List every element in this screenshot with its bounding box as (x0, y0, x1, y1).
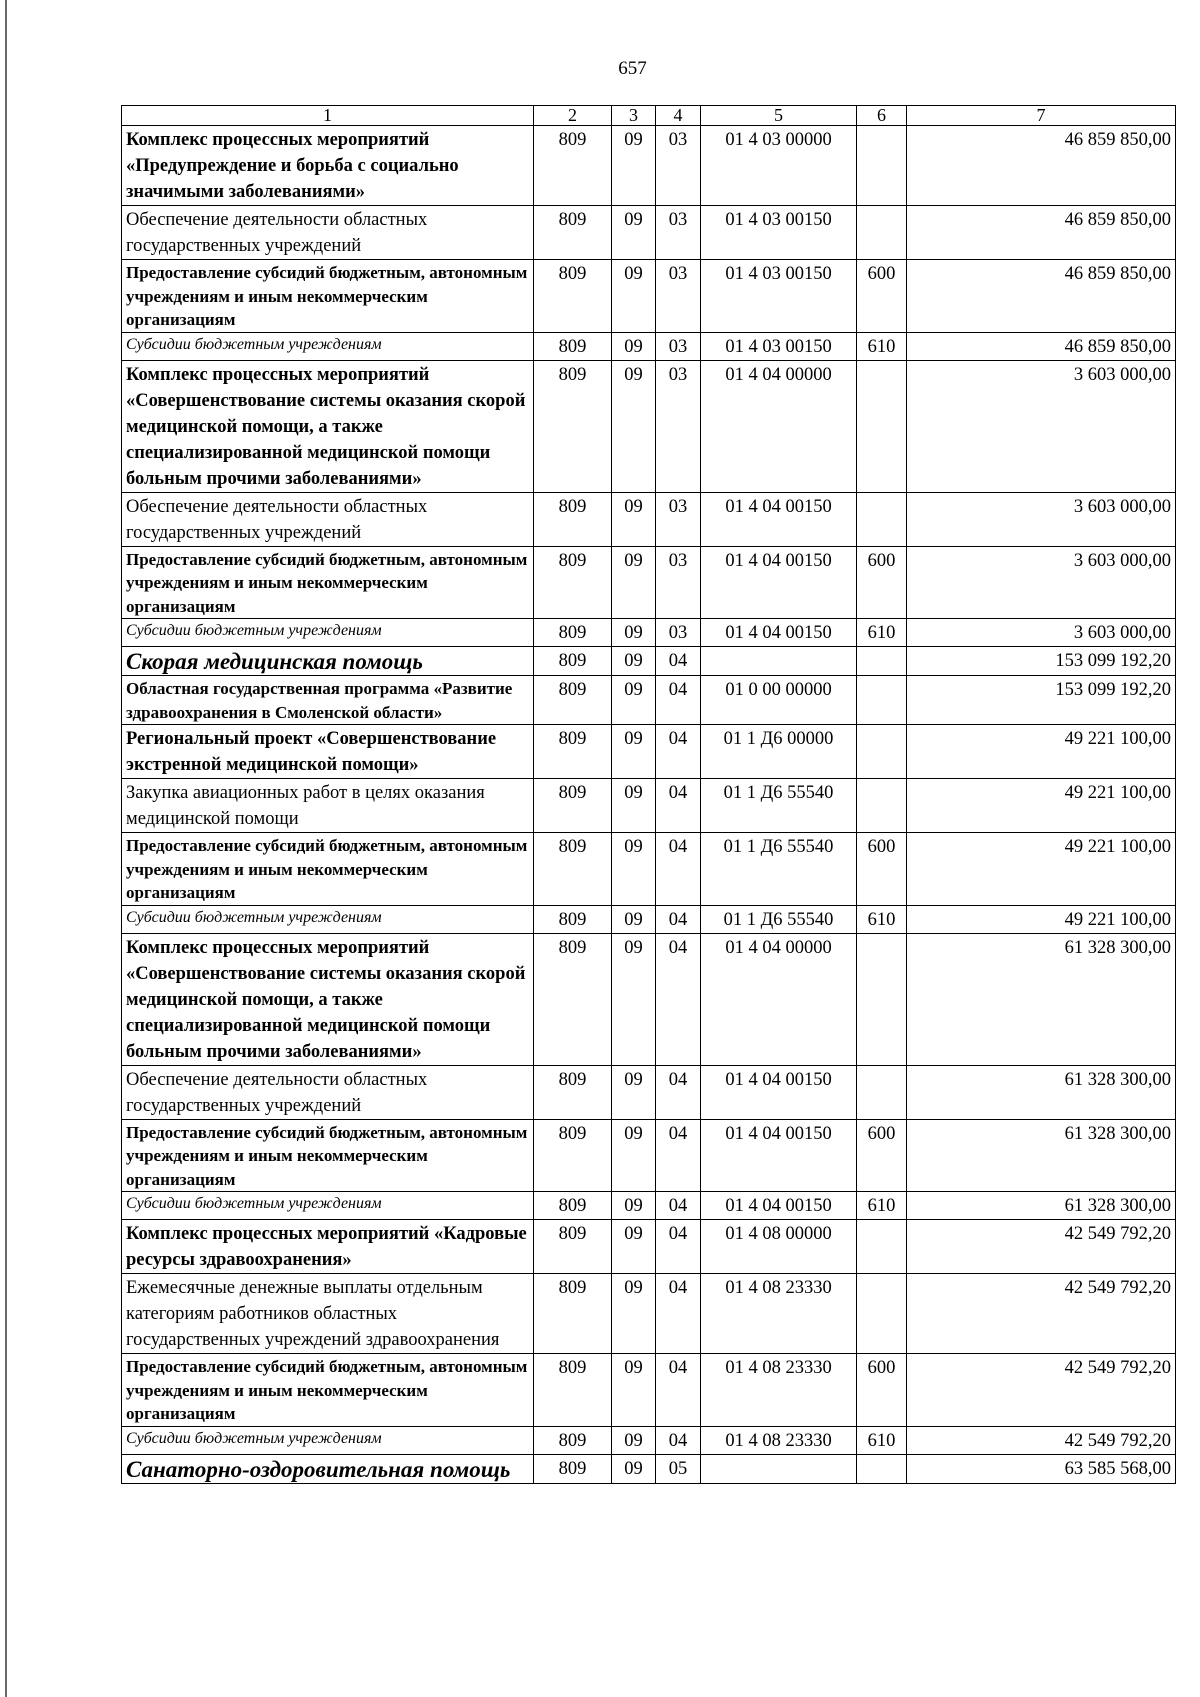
code-2-cell: 809 (534, 126, 612, 206)
amount-cell: 49 221 100,00 (907, 725, 1176, 779)
code-5-cell: 01 1 Д6 55540 (701, 833, 857, 906)
table-row (122, 492, 1176, 546)
code-5-cell: 01 4 08 00000 (701, 1220, 857, 1274)
code-5-cell: 01 4 03 00150 (701, 332, 857, 360)
code-2-cell: 809 (534, 779, 612, 833)
code-6-cell: 610 (857, 905, 907, 933)
table-row (122, 647, 1176, 676)
code-4-cell: 04 (656, 1119, 701, 1192)
code-6-cell: 600 (857, 1354, 907, 1427)
code-2-cell: 809 (534, 1274, 612, 1354)
code-3-cell: 09 (612, 833, 656, 906)
amount-cell: 46 859 850,00 (907, 206, 1176, 260)
code-6-cell (857, 647, 907, 676)
code-6-cell (857, 1454, 907, 1483)
code-3-cell: 09 (612, 1220, 656, 1274)
code-6-cell (857, 492, 907, 546)
table-body (122, 106, 1176, 1484)
table-row (122, 933, 1176, 1065)
code-3-cell: 09 (612, 1426, 656, 1454)
amount-cell: 42 549 792,20 (907, 1220, 1176, 1274)
row-name-cell: Субсидии бюджетным учреждениям (122, 905, 534, 933)
table-row (122, 1354, 1176, 1427)
code-5-cell (701, 1454, 857, 1483)
code-2-cell: 809 (534, 1065, 612, 1119)
code-6-cell (857, 360, 907, 492)
row-name-cell: Комплекс процессных мероприятий «Совершенствование системы оказания скорой медицинской помощи, а также специализированной медицинской помощи больным прочими заболеваниями» (122, 360, 534, 492)
code-3-cell: 09 (612, 546, 656, 619)
code-5-cell: 01 4 04 00150 (701, 1119, 857, 1192)
code-4-cell: 04 (656, 1354, 701, 1427)
amount-cell: 153 099 192,20 (907, 647, 1176, 676)
code-2-cell: 809 (534, 933, 612, 1065)
code-4-cell: 04 (656, 905, 701, 933)
code-4-cell: 03 (656, 260, 701, 333)
table-row (122, 1454, 1176, 1483)
code-2-cell: 809 (534, 332, 612, 360)
code-5-cell: 01 4 04 00150 (701, 1192, 857, 1220)
amount-cell: 3 603 000,00 (907, 546, 1176, 619)
code-2-cell: 809 (534, 206, 612, 260)
amount-cell: 46 859 850,00 (907, 332, 1176, 360)
code-6-cell: 600 (857, 546, 907, 619)
table-row (122, 779, 1176, 833)
code-5-cell: 01 4 08 23330 (701, 1354, 857, 1427)
code-2-cell: 809 (534, 1454, 612, 1483)
code-5-cell: 01 4 03 00150 (701, 260, 857, 333)
table-row (122, 206, 1176, 260)
code-6-cell (857, 206, 907, 260)
amount-cell: 63 585 568,00 (907, 1454, 1176, 1483)
amount-cell: 49 221 100,00 (907, 779, 1176, 833)
code-5-cell: 01 4 04 00150 (701, 619, 857, 647)
code-2-cell: 809 (534, 647, 612, 676)
page-number: 657 (618, 58, 647, 79)
table-row (122, 260, 1176, 333)
table-row (122, 1065, 1176, 1119)
budget-table (121, 105, 1176, 1484)
table-row (122, 725, 1176, 779)
row-name-cell: Субсидии бюджетным учреждениям (122, 332, 534, 360)
code-2-cell: 809 (534, 1192, 612, 1220)
row-name-cell: Субсидии бюджетным учреждениям (122, 1426, 534, 1454)
table-row (122, 676, 1176, 725)
code-4-cell: 04 (656, 1274, 701, 1354)
code-4-cell: 04 (656, 1426, 701, 1454)
code-6-cell (857, 1220, 907, 1274)
scan-left-edge (5, 0, 7, 1697)
code-2-cell: 809 (534, 619, 612, 647)
code-4-cell: 03 (656, 546, 701, 619)
code-4-cell: 03 (656, 332, 701, 360)
amount-cell: 46 859 850,00 (907, 126, 1176, 206)
code-2-cell: 809 (534, 360, 612, 492)
code-4-cell: 04 (656, 933, 701, 1065)
code-3-cell: 09 (612, 933, 656, 1065)
table-row (122, 619, 1176, 647)
code-2-cell: 809 (534, 905, 612, 933)
code-6-cell: 600 (857, 833, 907, 906)
code-3-cell: 09 (612, 779, 656, 833)
code-2-cell: 809 (534, 1119, 612, 1192)
code-5-cell: 01 4 08 23330 (701, 1274, 857, 1354)
code-5-cell: 01 4 03 00150 (701, 206, 857, 260)
table-row (122, 1426, 1176, 1454)
code-4-cell: 03 (656, 619, 701, 647)
code-3-cell: 09 (612, 619, 656, 647)
amount-cell: 42 549 792,20 (907, 1426, 1176, 1454)
amount-cell: 42 549 792,20 (907, 1354, 1176, 1427)
amount-cell: 61 328 300,00 (907, 933, 1176, 1065)
header-cell-4: 4 (656, 106, 701, 126)
code-3-cell: 09 (612, 1454, 656, 1483)
table-row (122, 1274, 1176, 1354)
amount-cell: 3 603 000,00 (907, 492, 1176, 546)
code-4-cell: 04 (656, 647, 701, 676)
code-4-cell: 04 (656, 779, 701, 833)
code-4-cell: 05 (656, 1454, 701, 1483)
code-2-cell: 809 (534, 1354, 612, 1427)
code-6-cell (857, 725, 907, 779)
code-2-cell: 809 (534, 546, 612, 619)
row-name-cell: Региональный проект «Совершенствование экстренной медицинской помощи» (122, 725, 534, 779)
header-cell-5: 5 (701, 106, 857, 126)
code-4-cell: 04 (656, 833, 701, 906)
code-5-cell: 01 1 Д6 00000 (701, 725, 857, 779)
code-6-cell: 600 (857, 1119, 907, 1192)
code-6-cell (857, 1274, 907, 1354)
row-name-cell: Обеспечение деятельности областных государственных учреждений (122, 1065, 534, 1119)
row-name-cell: Субсидии бюджетным учреждениям (122, 619, 534, 647)
code-4-cell: 04 (656, 676, 701, 725)
row-name-cell: Предоставление субсидий бюджетным, автономным учреждениям и иным некоммерческим организациям (122, 1119, 534, 1192)
row-name-cell: Закупка авиационных работ в целях оказания медицинской помощи (122, 779, 534, 833)
code-5-cell: 01 4 04 00000 (701, 360, 857, 492)
code-5-cell: 01 4 03 00000 (701, 126, 857, 206)
amount-cell: 49 221 100,00 (907, 905, 1176, 933)
code-3-cell: 09 (612, 332, 656, 360)
header-row (122, 106, 1176, 126)
header-cell-1: 1 (122, 106, 534, 126)
row-name-cell: Предоставление субсидий бюджетным, автономным учреждениям и иным некоммерческим организациям (122, 1354, 534, 1427)
code-2-cell: 809 (534, 676, 612, 725)
code-2-cell: 809 (534, 260, 612, 333)
table-row (122, 1220, 1176, 1274)
amount-cell: 61 328 300,00 (907, 1192, 1176, 1220)
code-5-cell: 01 4 04 00000 (701, 933, 857, 1065)
row-name-cell: Предоставление субсидий бюджетным, автономным учреждениям и иным некоммерческим организациям (122, 833, 534, 906)
code-3-cell: 09 (612, 1119, 656, 1192)
amount-cell: 61 328 300,00 (907, 1065, 1176, 1119)
code-3-cell: 09 (612, 360, 656, 492)
table-row (122, 833, 1176, 906)
table-row (122, 1192, 1176, 1220)
row-name-cell: Обеспечение деятельности областных государственных учреждений (122, 206, 534, 260)
code-4-cell: 03 (656, 492, 701, 546)
code-5-cell: 01 4 08 23330 (701, 1426, 857, 1454)
code-3-cell: 09 (612, 1274, 656, 1354)
code-3-cell: 09 (612, 492, 656, 546)
code-6-cell: 610 (857, 1192, 907, 1220)
table-row (122, 126, 1176, 206)
code-4-cell: 04 (656, 1065, 701, 1119)
code-3-cell: 09 (612, 647, 656, 676)
code-2-cell: 809 (534, 725, 612, 779)
amount-cell: 46 859 850,00 (907, 260, 1176, 333)
code-2-cell: 809 (534, 1426, 612, 1454)
code-3-cell: 09 (612, 905, 656, 933)
table-row (122, 332, 1176, 360)
code-4-cell: 03 (656, 206, 701, 260)
code-3-cell: 09 (612, 1192, 656, 1220)
row-name-cell: Комплекс процессных мероприятий «Совершенствование системы оказания скорой медицинской помощи, а также специализированной медицинской помощи больным прочими заболеваниями» (122, 933, 534, 1065)
row-name-cell: Санаторно-оздоровительная помощь (122, 1454, 534, 1483)
code-6-cell (857, 126, 907, 206)
code-6-cell: 610 (857, 332, 907, 360)
code-3-cell: 09 (612, 725, 656, 779)
amount-cell: 49 221 100,00 (907, 833, 1176, 906)
row-name-cell: Субсидии бюджетным учреждениям (122, 1192, 534, 1220)
code-2-cell: 809 (534, 1220, 612, 1274)
row-name-cell: Комплекс процессных мероприятий «Предупреждение и борьба с социально значимыми заболеваниями» (122, 126, 534, 206)
row-name-cell: Скорая медицинская помощь (122, 647, 534, 676)
code-5-cell (701, 647, 857, 676)
row-name-cell: Ежемесячные денежные выплаты отдельным категориям работников областных государственных учреждений здравоохранения (122, 1274, 534, 1354)
table-row (122, 546, 1176, 619)
row-name-cell: Обеспечение деятельности областных государственных учреждений (122, 492, 534, 546)
code-5-cell: 01 1 Д6 55540 (701, 779, 857, 833)
code-5-cell: 01 0 00 00000 (701, 676, 857, 725)
code-4-cell: 04 (656, 1220, 701, 1274)
amount-cell: 61 328 300,00 (907, 1119, 1176, 1192)
code-3-cell: 09 (612, 126, 656, 206)
header-cell-7: 7 (907, 106, 1176, 126)
code-6-cell: 600 (857, 260, 907, 333)
row-name-cell: Предоставление субсидий бюджетным, автономным учреждениям и иным некоммерческим организациям (122, 546, 534, 619)
code-6-cell (857, 676, 907, 725)
row-name-cell: Предоставление субсидий бюджетным, автономным учреждениям и иным некоммерческим организациям (122, 260, 534, 333)
table-row (122, 1119, 1176, 1192)
code-2-cell: 809 (534, 833, 612, 906)
code-4-cell: 03 (656, 126, 701, 206)
code-5-cell: 01 4 04 00150 (701, 492, 857, 546)
table-row (122, 905, 1176, 933)
code-3-cell: 09 (612, 1354, 656, 1427)
code-5-cell: 01 4 04 00150 (701, 546, 857, 619)
code-5-cell: 01 4 04 00150 (701, 1065, 857, 1119)
amount-cell: 42 549 792,20 (907, 1274, 1176, 1354)
header-cell-6: 6 (857, 106, 907, 126)
code-6-cell: 610 (857, 619, 907, 647)
row-name-cell: Областная государственная программа «Развитие здравоохранения в Смоленской области» (122, 676, 534, 725)
table-row (122, 360, 1176, 492)
code-6-cell (857, 933, 907, 1065)
code-3-cell: 09 (612, 676, 656, 725)
amount-cell: 153 099 192,20 (907, 676, 1176, 725)
amount-cell: 3 603 000,00 (907, 619, 1176, 647)
code-6-cell: 610 (857, 1426, 907, 1454)
code-2-cell: 809 (534, 492, 612, 546)
code-6-cell (857, 1065, 907, 1119)
header-cell-3: 3 (612, 106, 656, 126)
code-3-cell: 09 (612, 1065, 656, 1119)
code-4-cell: 04 (656, 725, 701, 779)
code-6-cell (857, 779, 907, 833)
code-4-cell: 03 (656, 360, 701, 492)
code-4-cell: 04 (656, 1192, 701, 1220)
header-cell-2: 2 (534, 106, 612, 126)
code-3-cell: 09 (612, 206, 656, 260)
amount-cell: 3 603 000,00 (907, 360, 1176, 492)
code-5-cell: 01 1 Д6 55540 (701, 905, 857, 933)
row-name-cell: Комплекс процессных мероприятий «Кадровые ресурсы здравоохранения» (122, 1220, 534, 1274)
code-3-cell: 09 (612, 260, 656, 333)
